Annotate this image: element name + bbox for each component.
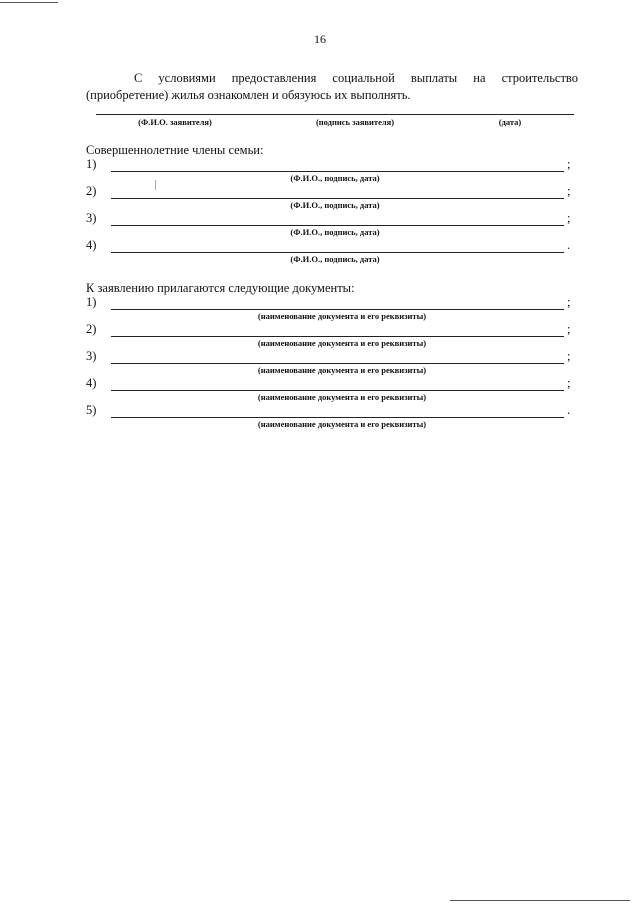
intro-paragraph <box>86 70 578 104</box>
document-fill-line[interactable] <box>111 417 564 418</box>
document-row-end: . <box>567 403 571 417</box>
family-heading: Совершеннолетние члены семьи: <box>86 143 264 157</box>
family-row-end: . <box>567 238 571 252</box>
scan-edge-line-bottom <box>450 900 630 901</box>
family-row-end: ; <box>567 184 571 198</box>
intro-text: С условиями предоставления социальной выплаты на строительство (приобретение) жилья ознакомлен и обязуюсь их выполнять. <box>86 71 578 102</box>
family-row-end: ; <box>567 157 571 171</box>
document-row-label: 1) <box>86 295 97 309</box>
family-row-caption: (Ф.И.О., подпись, дата) <box>290 227 380 237</box>
document-fill-line[interactable] <box>111 309 564 310</box>
family-row-label: 2) <box>86 184 97 198</box>
document-row-caption: (наименование документа и его реквизиты) <box>257 338 427 348</box>
family-row-label: 1) <box>86 157 97 171</box>
signature-line[interactable] <box>96 114 574 115</box>
page-number: 16 <box>314 32 326 46</box>
scan-speck <box>155 180 156 190</box>
caption-applicant-signature: (подпись заявителя) <box>315 117 395 127</box>
document-row-label: 4) <box>86 376 97 390</box>
document-row-caption: (наименование документа и его реквизиты) <box>257 365 427 375</box>
document-fill-line[interactable] <box>111 363 564 364</box>
family-row-caption: (Ф.И.О., подпись, дата) <box>290 254 380 264</box>
document-row-end: ; <box>567 349 571 363</box>
family-fill-line[interactable] <box>111 171 564 172</box>
document-row-label: 5) <box>86 403 97 417</box>
family-row-end: ; <box>567 211 571 225</box>
family-row-label: 3) <box>86 211 97 225</box>
document-row-end: ; <box>567 376 571 390</box>
document-row-label: 3) <box>86 349 97 363</box>
family-row-label: 4) <box>86 238 97 252</box>
document-fill-line[interactable] <box>111 390 564 391</box>
document-row-end: ; <box>567 295 571 309</box>
family-fill-line[interactable] <box>111 198 564 199</box>
scan-edge-line-top <box>0 2 58 3</box>
family-fill-line[interactable] <box>111 252 564 253</box>
caption-applicant-name: (Ф.И.О. заявителя) <box>138 117 212 127</box>
document-row-caption: (наименование документа и его реквизиты) <box>257 419 427 429</box>
documents-heading: К заявлению прилагаются следующие документы: <box>86 281 355 295</box>
family-row-caption: (Ф.И.О., подпись, дата) <box>290 173 380 183</box>
document-row-caption: (наименование документа и его реквизиты) <box>257 311 427 321</box>
family-row-caption: (Ф.И.О., подпись, дата) <box>290 200 380 210</box>
document-row-end: ; <box>567 322 571 336</box>
caption-date: (дата) <box>498 117 522 127</box>
document-row-caption: (наименование документа и его реквизиты) <box>257 392 427 402</box>
document-row-label: 2) <box>86 322 97 336</box>
document-fill-line[interactable] <box>111 336 564 337</box>
family-fill-line[interactable] <box>111 225 564 226</box>
